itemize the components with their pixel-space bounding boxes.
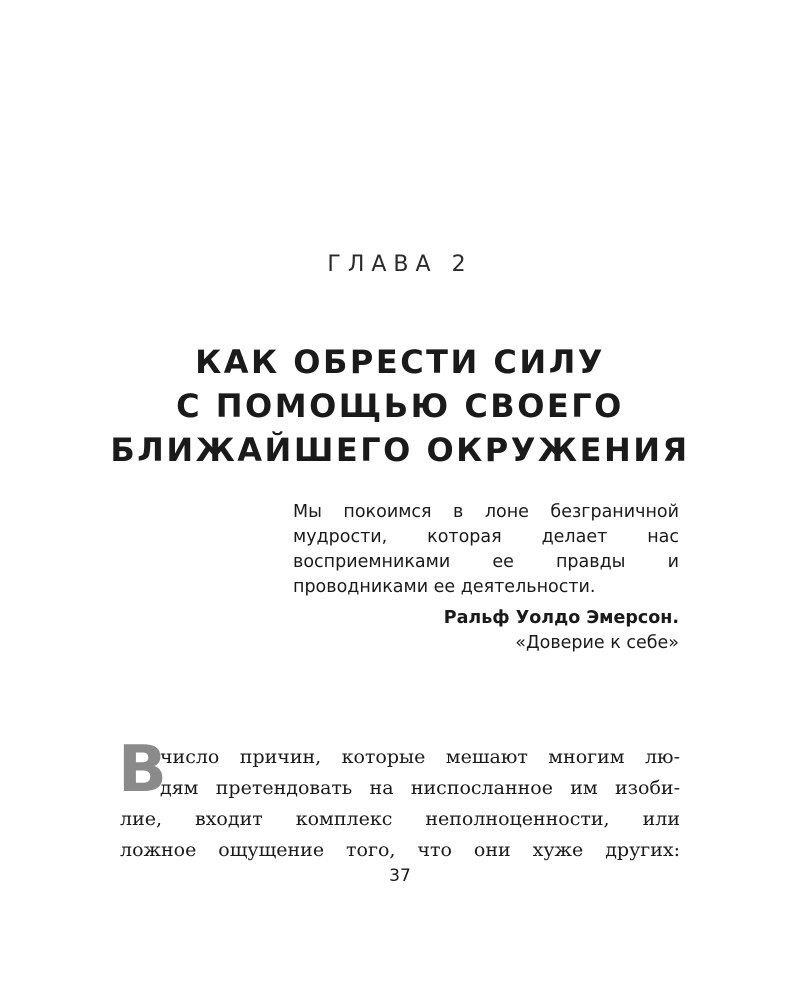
chapter-title-line: С ПОМОЩЬЮ СВОЕГО [176,387,624,425]
chapter-label: ГЛАВА 2 [327,252,473,277]
drop-cap: В [118,733,167,807]
epigraph-author: Ральф Уолдо Эмерсон. [443,608,679,628]
page-number: 37 [389,866,411,886]
epigraph-quote: Мы покоимся в лоне безграничной мудрости, которая делает нас восприемниками ее правды и проводниками ее деятельности. [293,502,679,597]
epigraph [293,500,679,656]
body-paragraph [118,733,680,866]
body-line: лие, входит комплекс неполноценности, или [120,808,680,830]
epigraph-source: «Доверие к себе» [515,633,679,653]
body-line: дям претендовать на ниспосланное им изоби- [160,777,680,799]
chapter-title-line: КАК ОБРЕСТИ СИЛУ [195,343,605,381]
chapter-title [0,340,800,472]
body-line: число причин, которые мешают многим лю- [160,746,680,768]
chapter-title-line: БЛИЖАЙШЕГО ОКРУЖЕНИЯ [110,431,690,469]
body-line: ложное ощущение того, что они хуже других: [120,839,680,861]
